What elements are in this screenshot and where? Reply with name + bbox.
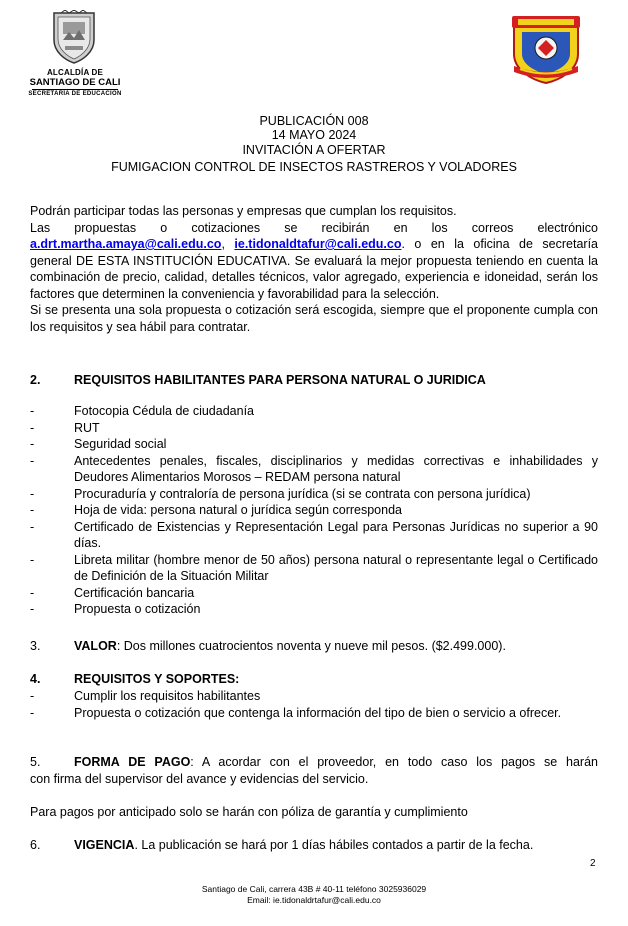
list-item (30, 403, 598, 420)
section-5-terms-line2: con firma del supervisor del avance y evidencias del servicio. (30, 772, 369, 786)
list-item-text: Fotocopia Cédula de ciudadanía (74, 404, 254, 418)
section-4-heading (30, 671, 598, 688)
list-bullet-dash: - (30, 404, 35, 418)
publication-date: 14 MAYO 2024 (271, 128, 357, 142)
invitation-title: INVITACIÓN A OFERTAR (242, 143, 386, 157)
list-bullet-dash: - (30, 519, 35, 534)
list-item (30, 420, 598, 437)
list-item (30, 486, 598, 503)
list-item (30, 519, 598, 552)
list-bullet-dash: - (30, 689, 35, 703)
list-item (30, 585, 598, 602)
email-link-1[interactable]: a.drt.martha.amaya@cali.edu.co (30, 237, 222, 251)
intro-proposals-paragraph (30, 220, 598, 303)
list-item (30, 688, 598, 705)
list-item (30, 436, 598, 453)
list-item-text: Seguridad social (74, 437, 167, 451)
list-item-text: Certificación bancaria (74, 585, 195, 600)
list-item-text: Propuesta o cotización que contenga la información del tipo de bien o servicio a ofrecer. (74, 705, 562, 720)
footer-email: Email: ie.tidonaldrtafur@cali.edu.co (247, 895, 381, 905)
section-6-number: 6. (30, 838, 41, 852)
list-bullet-dash: - (30, 420, 35, 435)
list-bullet-dash: - (30, 453, 35, 468)
list-bullet-dash: - (30, 585, 35, 600)
section-5-text (74, 754, 598, 771)
section-5-label: FORMA DE PAGO (74, 755, 191, 769)
section-6-text (74, 837, 598, 854)
list-item (30, 552, 598, 585)
section-3-label: VALOR (74, 639, 117, 653)
section-2-title: REQUISITOS HABILITANTES PARA PERSONA NATURAL O JURIDICA (74, 373, 486, 387)
intro-line-participation: Podrán participar todas las personas y empresas que cumplan los requisitos. (30, 204, 457, 218)
coat-of-arms-icon (51, 10, 97, 64)
section-6-label: VIGENCIA (74, 838, 135, 852)
section-3-text (74, 638, 598, 655)
advance-payment-note: Para pagos por anticipado solo se harán con póliza de garantía y cumplimiento (30, 805, 468, 819)
intro-evaluation-text: . o en la oficina de secretaría general DE ESTA INSTITUCIÓN EDUCATIVA. Se evaluará la mejor propuesta teniendo en cuenta la combinación de precio, calidad, detalles técnicos, valor agregado, experiencia e idoneidad, serán los factores que determinen la conveniencia y favorabilidad para la selección. (30, 237, 598, 301)
logo-divider (32, 89, 118, 90)
list-item-text: RUT (74, 420, 100, 435)
section-2-number: 2. (30, 373, 41, 387)
section-5-number: 5. (30, 755, 41, 769)
logo-line-secretaria: SECRETARÍA DE EDUCACIÓN (28, 91, 122, 97)
list-item-text: Certificado de Existencias y Representación Legal para Personas Jurídicas no superior a 90 días. (74, 519, 598, 550)
section-2-requirements-list (30, 403, 598, 618)
list-item (30, 601, 598, 618)
list-item (30, 502, 598, 519)
section-4-number: 4. (30, 672, 41, 686)
logo-line-alcaldia: ALCALDÍA DE (46, 68, 104, 77)
intro-paragraph (30, 203, 598, 335)
list-item-text: Hoja de vida: persona natural o jurídica según corresponda (74, 503, 402, 517)
section-2-heading (30, 372, 598, 389)
footer-address: Santiago de Cali, carrera 43B # 40-11 teléfono 3025936029 (201, 884, 427, 894)
email-link-2[interactable]: ie.tidonaldtafur@cali.edu.co (234, 237, 402, 251)
list-item (30, 705, 598, 722)
section-3-amount: : Dos millones cuatrocientos noventa y nueve mil pesos. ($2.499.000). (116, 639, 506, 653)
section-6-period: . La publicación se hará por 1 días hábiles contados a partir de la fecha. (134, 838, 534, 852)
intro-proposals-text: Las propuestas o cotizaciones se recibirán en los correos electrónico (30, 220, 598, 235)
list-bullet-dash: - (30, 552, 35, 567)
alcaldia-logo (22, 10, 128, 96)
list-bullet-dash: - (30, 486, 35, 501)
list-bullet-dash: - (30, 437, 35, 451)
section-6-validity (30, 837, 598, 854)
publication-number: PUBLICACIÓN 008 (259, 114, 369, 128)
list-item-text: Procuraduría y contraloría de persona jurídica (si se contrata con persona jurídica) (74, 486, 531, 501)
list-item-text: Cumplir los requisitos habilitantes (74, 689, 261, 703)
section-3-number: 3. (30, 639, 41, 653)
section-5-payment (30, 754, 598, 771)
list-bullet-dash: - (30, 705, 35, 720)
list-item-text: Antecedentes penales, fiscales, disciplinarios y medidas correctivas e inhabilidades y Deudores Alimentarios Morosos – REDAM persona natural (74, 453, 598, 484)
list-bullet-dash: - (30, 602, 35, 616)
section-4-title: REQUISITOS Y SOPORTES: (74, 672, 240, 686)
list-bullet-dash: - (30, 503, 35, 517)
list-item-text: Propuesta o cotización (74, 602, 201, 616)
logo-line-city: SANTIAGO DE CALI (29, 77, 121, 88)
section-5-terms: : A acordar con el proveedor, en todo caso los pagos se harán (190, 755, 598, 769)
section-4-list (30, 688, 598, 721)
list-item-text: Libreta militar (hombre menor de 50 años) persona natural o representante legal o Certificado de Definición de la Situación Militar (74, 552, 598, 583)
page-number: 2 (590, 858, 596, 869)
school-crest-icon (508, 14, 584, 84)
section-3-value (30, 638, 598, 655)
email-separator: , (221, 237, 225, 251)
intro-single-proposal-text: Si se presenta una sola propuesta o cotización será escogida, siempre que el proponente cumpla con los requisitos y sea hábil para contratar. (30, 303, 598, 334)
invitation-subject: FUMIGACION CONTROL DE INSECTOS RASTREROS Y VOLADORES (111, 160, 517, 174)
list-item (30, 453, 598, 486)
